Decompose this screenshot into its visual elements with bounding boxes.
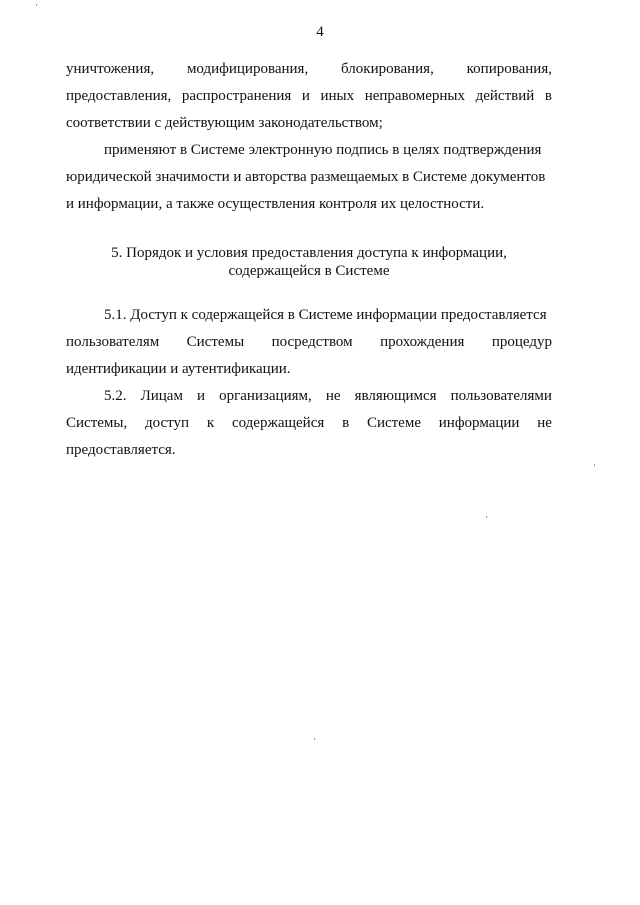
word: и — [197, 388, 206, 404]
word: Системы — [186, 334, 245, 350]
word: к — [206, 415, 215, 431]
word: иных — [320, 88, 355, 104]
word: неправомерных — [364, 88, 466, 104]
text-line: юридической значимости и авторства размещаемых в Системе документов — [66, 169, 546, 185]
word: доступ — [145, 415, 190, 431]
text-line: и информации, а также осуществления контроля их целостности. — [66, 196, 485, 212]
word: организациям, — [219, 388, 312, 404]
section-heading-line: 5. Порядок и условия предоставления доступа к информации, — [111, 245, 507, 261]
word: действий — [475, 88, 535, 104]
word: процедур — [491, 334, 552, 350]
scan-speck — [36, 4, 37, 6]
word: посредством — [271, 334, 353, 350]
word: копирования, — [466, 61, 552, 77]
paragraph-continuation — [66, 56, 552, 137]
word: прохождения — [380, 334, 465, 350]
word: Системы, — [66, 415, 128, 431]
page-number: 4 — [316, 24, 324, 40]
text-line — [66, 329, 552, 356]
scan-speck — [594, 464, 595, 466]
word: пользователями — [450, 388, 552, 404]
text-line — [66, 56, 552, 83]
word: предоставления, — [66, 88, 172, 104]
scan-speck — [486, 516, 487, 518]
word: пользователям — [66, 334, 160, 350]
clause-5-2 — [66, 383, 552, 464]
word: в — [342, 415, 350, 431]
text-line: 5.1. Доступ к содержащейся в Системе информации предоставляется — [104, 307, 547, 323]
word: распространения — [181, 88, 292, 104]
word: не — [537, 415, 552, 431]
word: Системе — [366, 415, 421, 431]
word: содержащейся — [231, 415, 325, 431]
word: уничтожения, — [66, 61, 155, 77]
text-line: идентификации и аутентификации. — [66, 361, 291, 377]
text-line: применяют в Системе электронную подпись в целях подтверждения — [104, 142, 542, 158]
text-line: соответствии с действующим законодательством; — [66, 115, 383, 131]
word: Лицам — [140, 388, 183, 404]
text-line — [66, 383, 552, 410]
word: информации — [438, 415, 520, 431]
word: модифицирования, — [186, 61, 309, 77]
text-line — [66, 83, 552, 110]
text-line — [66, 410, 552, 437]
section-heading-line: содержащейся в Системе — [228, 263, 390, 279]
scan-speck — [314, 738, 315, 740]
paragraph-electronic-signature — [66, 137, 552, 218]
clause-5-1 — [66, 302, 552, 383]
word: не — [325, 388, 341, 404]
word: и — [301, 88, 310, 104]
word: в — [544, 88, 552, 104]
word: 5.2. — [104, 388, 127, 404]
word: являющимся — [354, 388, 437, 404]
word: блокирования, — [341, 61, 434, 77]
text-line: предоставляется. — [66, 442, 176, 458]
section-heading — [66, 244, 552, 280]
